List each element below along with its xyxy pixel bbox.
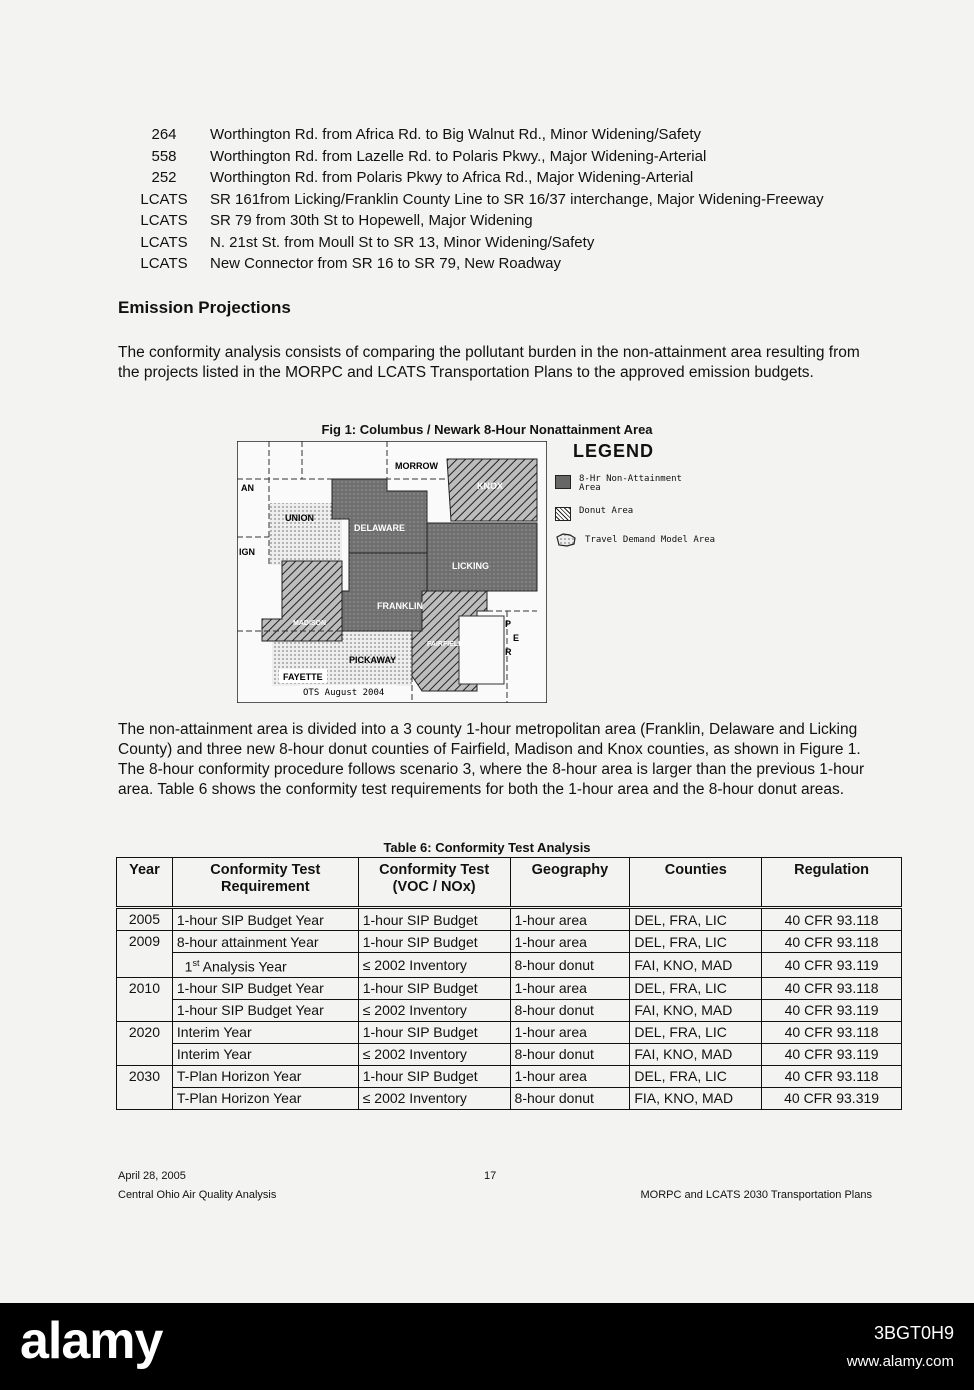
header-text: Conformity Test <box>379 862 490 878</box>
county-label-delaware: DELAWARE <box>354 523 406 533</box>
cell-counties: DEL, FRA, LIC <box>630 908 762 931</box>
cell-regulation: 40 CFR 93.118 <box>762 1065 902 1087</box>
cell-year: 2020 <box>117 1021 173 1065</box>
cell-regulation: 40 CFR 93.319 <box>762 1087 902 1109</box>
cell-test: 1-hour SIP Budget <box>358 1021 510 1043</box>
conformity-table <box>116 857 902 1110</box>
list-item <box>118 253 898 275</box>
project-description: SR 79 from 30th St to Hopewell, Major Widening <box>210 212 533 229</box>
ordinal-number: 1 <box>184 958 193 975</box>
cell-geography: 1-hour area <box>510 931 630 953</box>
cell-geography: 1-hour area <box>510 908 630 931</box>
project-list <box>118 124 898 275</box>
legend-item-nonattainment <box>555 475 689 493</box>
figure-caption: Fig 1: Columbus / Newark 8-Hour Nonattainment Area <box>321 422 653 437</box>
table-row <box>117 977 902 999</box>
legend-label: 8-Hr Non-Attainment Area <box>579 474 682 493</box>
cell-requirement: 1-hour SIP Budget Year <box>172 908 358 931</box>
legend-label: Donut Area <box>579 506 634 516</box>
cell-regulation: 40 CFR 93.118 <box>762 977 902 999</box>
map-legend <box>555 441 745 545</box>
nonattainment-map <box>237 441 747 703</box>
header-regulation: Regulation <box>762 858 902 908</box>
county-label-morrow: MORROW <box>395 461 438 471</box>
county-map <box>237 441 547 703</box>
header-requirement <box>172 858 358 908</box>
cell-counties: DEL, FRA, LIC <box>630 1065 762 1087</box>
footer-date: April 28, 2005 <box>118 1170 186 1182</box>
project-id: LCATS <box>140 190 188 208</box>
header-test <box>358 858 510 908</box>
cell-requirement: Interim Year <box>172 1021 358 1043</box>
list-item <box>118 146 898 168</box>
header-counties: Counties <box>630 858 762 908</box>
nonattainment-swatch-icon <box>555 475 571 489</box>
cell-counties: DEL, FRA, LIC <box>630 977 762 999</box>
cell-counties: DEL, FRA, LIC <box>630 931 762 953</box>
cell-requirement: 8-hour attainment Year <box>172 931 358 953</box>
table-row <box>117 999 902 1021</box>
cell-regulation: 40 CFR 93.118 <box>762 931 902 953</box>
cell-regulation: 40 CFR 93.119 <box>762 953 902 978</box>
cell-counties: FAI, KNO, MAD <box>630 953 762 978</box>
county-label-partial-e: E <box>513 633 520 643</box>
list-item <box>118 167 898 189</box>
watermark-image-id: 3BGT0H9 <box>873 1323 954 1343</box>
list-item <box>118 189 898 211</box>
legend-item-model-area <box>555 533 745 547</box>
section-heading: Emission Projections <box>118 298 291 317</box>
licking-county-area <box>427 523 537 591</box>
paragraph-intro: The conformity analysis consists of comparing the pollutant burden in the non-attainment area resulting from the projects listed in the MORPC and LCATS Transportation Plans to the approved emission budgets. <box>118 344 860 381</box>
county-label-partial-p: P <box>505 619 512 629</box>
project-description: SR 161from Licking/Franklin County Line to SR 16/37 interchange, Major Widening-Freeway <box>210 190 824 208</box>
cell-counties: FAI, KNO, MAD <box>630 1043 762 1065</box>
cell-counties: FAI, KNO, MAD <box>630 999 762 1021</box>
table-row <box>117 953 902 978</box>
cell-regulation: 40 CFR 93.119 <box>762 1043 902 1065</box>
cell-test: ≤ 2002 Inventory <box>358 1087 510 1109</box>
page-number: 17 <box>484 1170 497 1182</box>
header-geography: Geography <box>510 858 630 908</box>
donut-swatch-icon <box>555 507 571 521</box>
cell-regulation: 40 CFR 93.118 <box>762 1021 902 1043</box>
cell-geography: 1-hour area <box>510 1065 630 1087</box>
table-header-row <box>117 858 902 908</box>
ordinal-suffix: st <box>192 958 200 968</box>
model-area-swatch-icon <box>555 533 577 547</box>
map-credit: OTS August 2004 <box>303 688 385 698</box>
table-row <box>117 1065 902 1087</box>
cell-regulation: 40 CFR 93.119 <box>762 999 902 1021</box>
cell-requirement: T-Plan Horizon Year <box>172 1087 358 1109</box>
cell-test: 1-hour SIP Budget <box>358 1065 510 1087</box>
list-item <box>118 124 898 146</box>
table-row <box>117 1043 902 1065</box>
table-row <box>117 908 902 931</box>
watermark-url: www.alamy.com <box>846 1353 954 1370</box>
table-caption: Table 6: Conformity Test Analysis <box>383 840 591 855</box>
cell-counties: FIA, KNO, MAD <box>630 1087 762 1109</box>
cell-year: 2030 <box>117 1065 173 1109</box>
cell-test: 1-hour SIP Budget <box>358 908 510 931</box>
project-id: LCATS <box>140 212 188 229</box>
cell-geography: 1-hour area <box>510 977 630 999</box>
project-id: 252 <box>151 169 177 186</box>
paragraph-nonattainment: The non-attainment area is divided into a 3 county 1-hour metropolitan area (Franklin, Delaware and Licking County) and three new 8-hour donut counties of Fairfield, Madison and Knox counties, as shown in Figure 1. The 8-hour conformity procedure follows scenario 3, where the 8-hour area is larger than the previous 1-hour area. Table 6 shows the conformity test requirements for both the 1-hour area and the 8-hour donut areas. <box>118 721 865 798</box>
cell-requirement <box>172 953 358 978</box>
cell-test: ≤ 2002 Inventory <box>358 999 510 1021</box>
footer-org: Central Ohio Air Quality Analysis <box>118 1189 277 1201</box>
perry-county-area <box>459 616 504 684</box>
cell-geography: 8-hour donut <box>510 1043 630 1065</box>
project-description: Worthington Rd. from Polaris Pkwy to Africa Rd., Major Widening-Arterial <box>210 169 694 186</box>
footer-plans: MORPC and LCATS 2030 Transportation Plans <box>640 1189 872 1201</box>
header-text: Requirement <box>220 879 310 895</box>
project-id: 264 <box>151 126 177 143</box>
franklin-county-area <box>342 553 427 631</box>
watermark-banner <box>0 1303 974 1390</box>
cell-test: ≤ 2002 Inventory <box>358 1043 510 1065</box>
county-label-partial-an: AN <box>241 483 254 493</box>
cell-year: 2009 <box>117 931 173 978</box>
header-text: Conformity Test <box>210 862 321 878</box>
list-item <box>118 210 898 232</box>
cell-requirement: T-Plan Horizon Year <box>172 1065 358 1087</box>
county-label-madison: MADISON <box>293 620 327 627</box>
county-label-franklin: FRANKLIN <box>377 601 423 611</box>
project-description: Worthington Rd. from Africa Rd. to Big Walnut Rd., Minor Widening/Safety <box>210 126 702 143</box>
table-row <box>117 931 902 953</box>
cell-requirement: 1-hour SIP Budget Year <box>172 977 358 999</box>
cell-test: ≤ 2002 Inventory <box>358 953 510 978</box>
header-text: (VOC / NOx) <box>392 879 476 895</box>
county-label-pickaway: PICKAWAY <box>349 655 397 665</box>
project-description: New Connector from SR 16 to SR 79, New Roadway <box>210 255 561 272</box>
project-description: N. 21st St. from Moull St to SR 13, Minor Widening/Safety <box>210 233 595 251</box>
county-label-licking: LICKING <box>452 561 489 571</box>
table-row <box>117 1021 902 1043</box>
county-label-partial-ign: IGN <box>239 547 256 557</box>
cell-geography: 8-hour donut <box>510 999 630 1021</box>
cell-counties: DEL, FRA, LIC <box>630 1021 762 1043</box>
legend-title: LEGEND <box>573 441 655 461</box>
watermark-logo: alamy <box>20 1312 163 1370</box>
legend-label: Travel Demand Model Area <box>585 535 716 545</box>
project-id: 558 <box>151 147 177 165</box>
cell-requirement: 1-hour SIP Budget Year <box>172 999 358 1021</box>
county-label-fairfield: FAIRFIELD <box>427 641 464 648</box>
cell-geography: 1-hour area <box>510 1021 630 1043</box>
cell-year: 2005 <box>117 908 173 931</box>
list-item <box>118 232 898 254</box>
cell-test: 1-hour SIP Budget <box>358 977 510 999</box>
cell-regulation: 40 CFR 93.118 <box>762 908 902 931</box>
cell-test: 1-hour SIP Budget <box>358 931 510 953</box>
cell-year: 2010 <box>117 977 173 1021</box>
county-label-partial-r: R <box>505 647 512 657</box>
project-id: LCATS <box>140 233 188 251</box>
table-row <box>117 1087 902 1109</box>
legend-item-donut <box>555 507 689 521</box>
requirement-text: Analysis Year <box>199 958 287 975</box>
cell-geography: 8-hour donut <box>510 953 630 978</box>
county-label-fayette: FAYETTE <box>283 672 323 682</box>
cell-requirement: Interim Year <box>172 1043 358 1065</box>
header-year: Year <box>117 858 173 908</box>
cell-geography: 8-hour donut <box>510 1087 630 1109</box>
county-label-knox: KNOX <box>477 481 504 491</box>
project-id: LCATS <box>140 255 188 272</box>
project-description: Worthington Rd. from Lazelle Rd. to Polaris Pkwy., Major Widening-Arterial <box>210 147 707 165</box>
county-label-union: UNION <box>285 513 314 523</box>
